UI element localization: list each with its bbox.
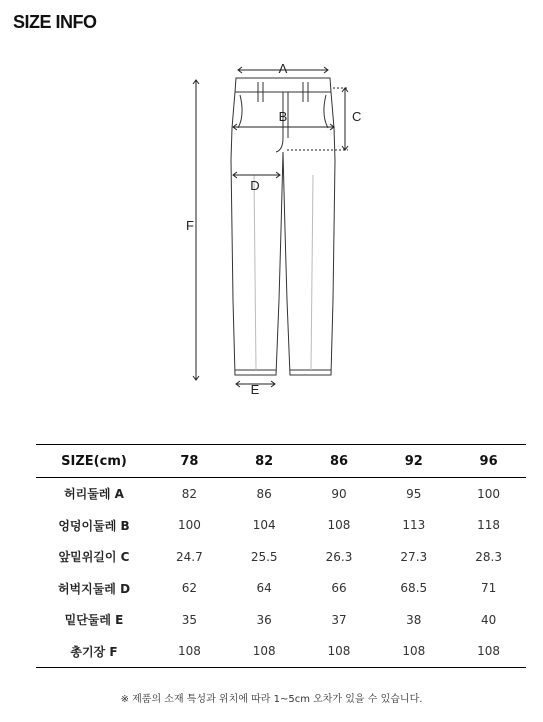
table-cell: 68.5 — [400, 581, 428, 596]
header-cell: 92 — [376, 445, 451, 478]
table-cell: 62 — [181, 581, 198, 596]
table-cell: 35 — [181, 612, 198, 627]
measure-a-label: A — [278, 61, 288, 76]
header-cell: SIZE(cm) — [36, 445, 152, 478]
table-row — [36, 604, 526, 636]
row-label: 밑단둘레 E — [64, 613, 124, 628]
table-cell: 40 — [480, 612, 497, 627]
table-row — [36, 510, 526, 542]
table-cell: 108 — [451, 636, 526, 668]
table-cell: 90 — [331, 486, 347, 501]
header-cell: 78 — [152, 445, 227, 478]
table-cell: 27.3 — [400, 549, 428, 564]
page-title: SIZE INFO — [13, 12, 97, 32]
measure-f-label: F — [186, 218, 194, 233]
table-cell: 95 — [406, 486, 422, 501]
table-cell: 113 — [402, 518, 426, 533]
table-cell: 36 — [256, 612, 272, 627]
table-cell: 108 — [376, 636, 451, 668]
table-cell: 25.5 — [250, 549, 278, 564]
row-label: 엉덩이둘레 B — [58, 518, 130, 533]
table-row — [36, 541, 526, 573]
measure-c-line — [287, 88, 348, 150]
table-row — [36, 478, 526, 510]
measure-c-label: C — [352, 109, 362, 124]
table-cell: 108 — [302, 636, 377, 668]
table-cell: 66 — [331, 581, 347, 596]
measure-b-label: B — [278, 109, 288, 124]
table-row — [36, 636, 526, 668]
measure-e-label: E — [250, 382, 260, 397]
header-cell: 86 — [302, 445, 377, 478]
table-cell: 82 — [181, 486, 198, 501]
table-cell: 24.7 — [176, 549, 203, 564]
table-cell: 37 — [331, 612, 347, 627]
table-cell: 86 — [256, 486, 272, 501]
size-table-header — [36, 445, 526, 478]
table-cell: 71 — [480, 581, 497, 596]
header-cell: 96 — [451, 445, 526, 478]
table-cell: 108 — [152, 636, 227, 668]
table-cell: 108 — [327, 518, 351, 533]
table-cell: 118 — [477, 518, 501, 533]
table-cell: 26.3 — [325, 549, 353, 564]
row-label: 허벅지둘레 D — [57, 581, 131, 596]
table-cell: 38 — [406, 612, 422, 627]
table-cell: 28.3 — [475, 549, 502, 564]
table-cell: 108 — [227, 636, 302, 668]
table-cell: 104 — [252, 518, 276, 533]
row-label: 총기장 F — [36, 636, 152, 668]
table-cell: 64 — [256, 581, 272, 596]
row-label: 허리둘레 A — [64, 487, 124, 502]
header-cell: 82 — [227, 445, 302, 478]
row-label: 앞밑위길이 C — [58, 550, 130, 565]
size-table — [36, 444, 526, 668]
table-cell: 100 — [477, 486, 501, 501]
tolerance-note: ※ 제품의 소재 특성과 위치에 따라 1~5cm 오차가 있을 수 있습니다. — [120, 694, 423, 705]
measure-d-label: D — [250, 178, 260, 193]
table-row — [36, 573, 526, 605]
table-cell: 100 — [177, 518, 201, 533]
